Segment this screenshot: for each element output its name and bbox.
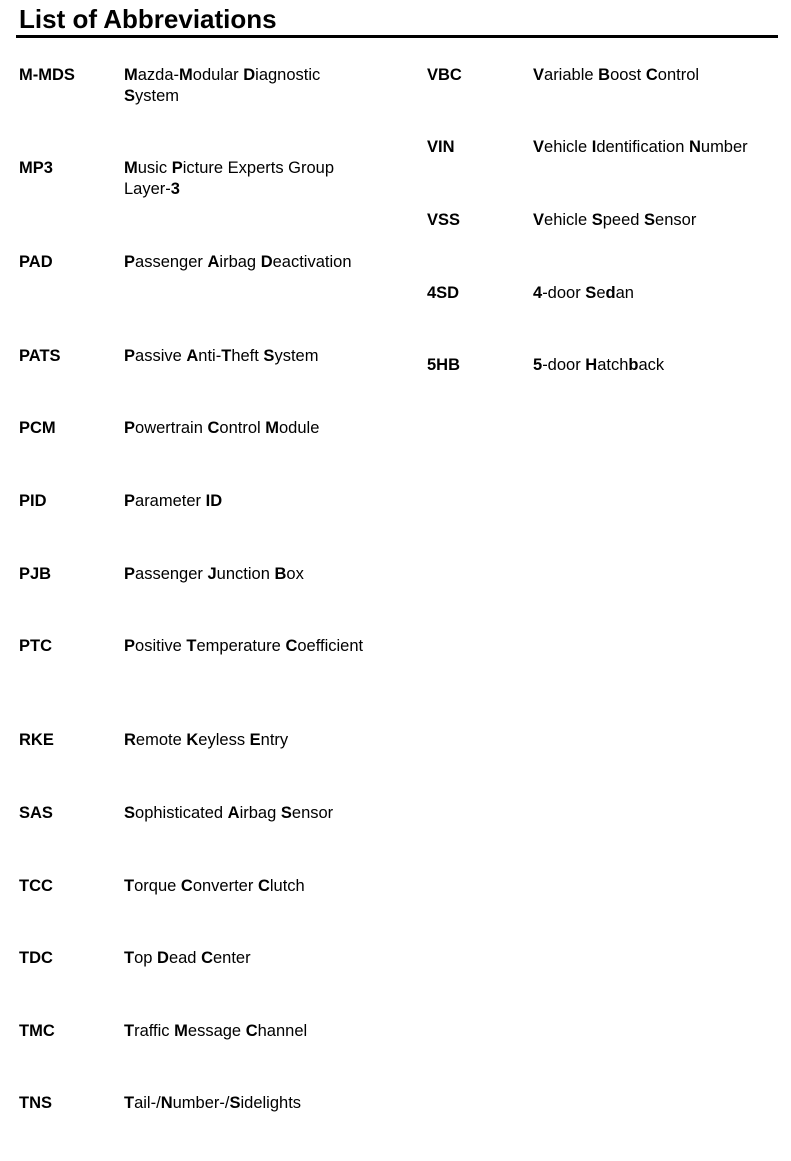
abbreviation-definition: 4-door Sedan	[533, 284, 634, 302]
abbreviation-term: PATS	[19, 347, 61, 365]
abbreviation-term: VIN	[427, 138, 455, 156]
abbreviation-term: MP3	[19, 159, 53, 177]
abbreviation-term: PID	[19, 492, 47, 510]
abbreviation-definition: 5-door Hatchback	[533, 356, 665, 374]
abbreviation-definition: Positive Temperature Coefficient	[124, 637, 364, 655]
abbreviation-definition: Remote Keyless Entry	[124, 731, 289, 749]
abbreviation-definition: Torque Converter Clutch	[124, 877, 305, 895]
abbreviation-term: TDC	[19, 949, 53, 967]
abbreviation-term: PAD	[19, 253, 53, 271]
abbreviation-term: VBC	[427, 66, 462, 84]
abbreviation-term: PCM	[19, 419, 56, 437]
abbreviation-definition: Vehicle Identification Number	[533, 138, 748, 156]
abbreviation-term: M-MDS	[19, 66, 75, 84]
abbreviation-definition: Vehicle Speed Sensor	[533, 211, 697, 229]
abbreviation-definition: Passenger Airbag Deactivation	[124, 253, 352, 271]
abbreviation-definition: Parameter ID	[124, 492, 223, 510]
title-divider	[16, 35, 778, 38]
abbreviation-definition: Mazda-Modular Diagnostic System	[124, 66, 321, 105]
abbreviation-term: VSS	[427, 211, 461, 229]
abbreviation-term: PJB	[19, 565, 52, 583]
abbreviation-definition: Tail-/Number-/Sidelights	[124, 1094, 302, 1112]
abbreviation-definition: Music Picture Experts Group Layer-3	[124, 159, 335, 198]
abbreviation-term: TCC	[19, 877, 53, 895]
abbreviation-term: TMC	[19, 1022, 55, 1040]
abbreviation-definition: Passenger Junction Box	[124, 565, 304, 583]
abbreviation-definition: Powertrain Control Module	[124, 419, 320, 437]
abbreviation-definition: Traffic Message Channel	[124, 1022, 308, 1040]
abbreviation-term: 5HB	[427, 356, 461, 374]
abbreviation-definition: Variable Boost Control	[533, 66, 700, 84]
abbreviation-definition: Top Dead Center	[124, 949, 251, 967]
abbreviation-term: PTC	[19, 637, 52, 655]
abbreviation-term: 4SD	[427, 284, 460, 302]
abbreviation-term: RKE	[19, 731, 54, 749]
abbreviation-term: SAS	[19, 804, 53, 822]
abbreviation-definition: Sophisticated Airbag Sensor	[124, 804, 334, 822]
abbreviation-definition: Passive Anti-Theft System	[124, 347, 319, 365]
page-title: List of Abbreviations	[19, 4, 277, 34]
abbreviation-term: TNS	[19, 1094, 52, 1112]
